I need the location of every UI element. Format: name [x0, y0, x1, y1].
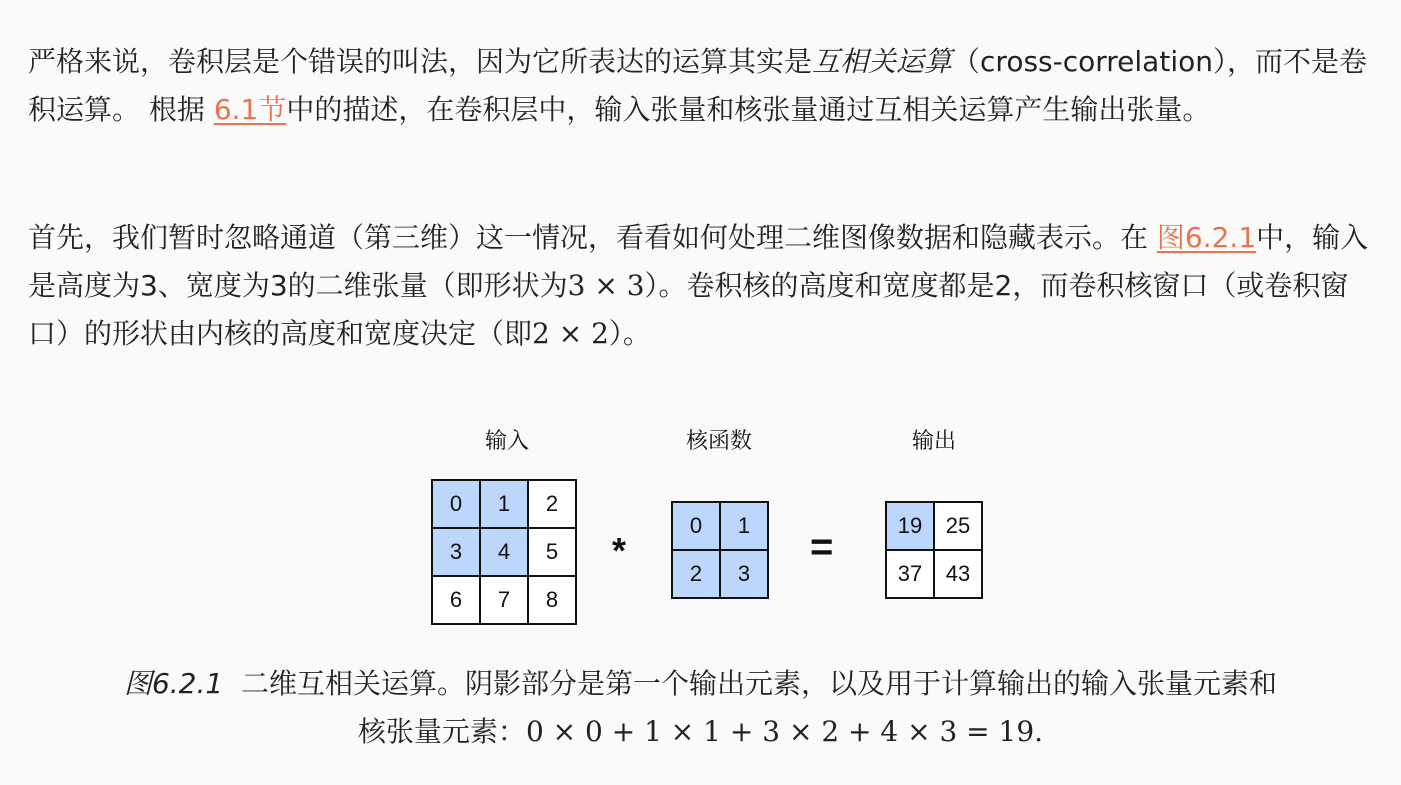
matrix-cell: 0: [433, 481, 479, 527]
paragraph-text: 首先，我们暂时忽略通道（第三维）这一情况，看看如何处理二维图像数据和隐藏表示。在: [28, 221, 1157, 254]
matrix-cell: 19: [887, 503, 933, 549]
caption-line-2: [0, 708, 1401, 756]
matrix-cell: 4: [481, 529, 527, 575]
matrix-cell: 5: [529, 529, 575, 575]
caption-formula: 0 × 0 + 1 × 1 + 3 × 2 + 4 × 3 = 19.: [525, 715, 1044, 748]
math-shape-3x3: 3 × 3: [567, 269, 645, 302]
section-link[interactable]: 6.1节: [213, 93, 287, 126]
matrix-cell: 8: [529, 577, 575, 623]
paragraph-text: 中，输入是高度为3、宽度为3的二维张量（即形状为: [28, 221, 1369, 302]
paragraph-text: （cross-correlation），而不是卷积运算。 根据: [28, 45, 1367, 126]
figure-number: 图6.2.1: [123, 667, 224, 700]
figure-link[interactable]: 图6.2.1: [1156, 221, 1257, 254]
matrix-cell: 2: [529, 481, 575, 527]
matrix-cell: 2: [673, 551, 719, 597]
caption-text: 核张量元素：: [357, 715, 526, 748]
math-shape-2x2: 2 × 2: [532, 317, 609, 350]
matrix-cell: 7: [481, 577, 527, 623]
matrix-cell: 1: [481, 481, 527, 527]
paragraph-text: 中的描述，在卷积层中，输入张量和核张量通过互相关运算产生输出张量。: [286, 93, 1211, 126]
caption-text: 二维互相关运算。阴影部分是第一个输出元素，以及用于计算输出的输入张量元素和: [241, 667, 1278, 700]
matrix-cell: 6: [433, 577, 479, 623]
kernel-label: 核函数: [685, 429, 752, 454]
emphasis-term: 互相关运算: [812, 45, 953, 78]
output-matrix: [885, 501, 983, 599]
matrix-cell: 3: [433, 529, 479, 575]
matrix-cell: 43: [935, 551, 981, 597]
matrix-cell: 25: [935, 503, 981, 549]
kernel-matrix: [671, 501, 769, 599]
paragraph-text: ）。卷积核的高度和宽度都是2，而卷积核窗口（或卷积窗口）的形状由内核的高度和宽度决定（即: [28, 269, 1349, 350]
caption-line-1: [0, 660, 1401, 708]
matrix-cell: 3: [721, 551, 767, 597]
paragraph-cross-correlation: [28, 38, 1378, 134]
matrix-cell: 1: [721, 503, 767, 549]
input-matrix: [431, 479, 577, 625]
figure-caption: [0, 660, 1401, 756]
paragraph-text: 严格来说，卷积层是个错误的叫法，因为它所表达的运算其实是: [28, 45, 813, 78]
paragraph-text: ）。: [608, 317, 651, 350]
input-label: 输入: [484, 429, 529, 454]
paragraph-2d-example: [28, 214, 1378, 358]
matrix-cell: 0: [673, 503, 719, 549]
output-label: 输出: [911, 429, 956, 454]
equals-operator: =: [810, 525, 834, 569]
matrix-cell: 37: [887, 551, 933, 597]
convolution-operator: *: [612, 530, 627, 571]
